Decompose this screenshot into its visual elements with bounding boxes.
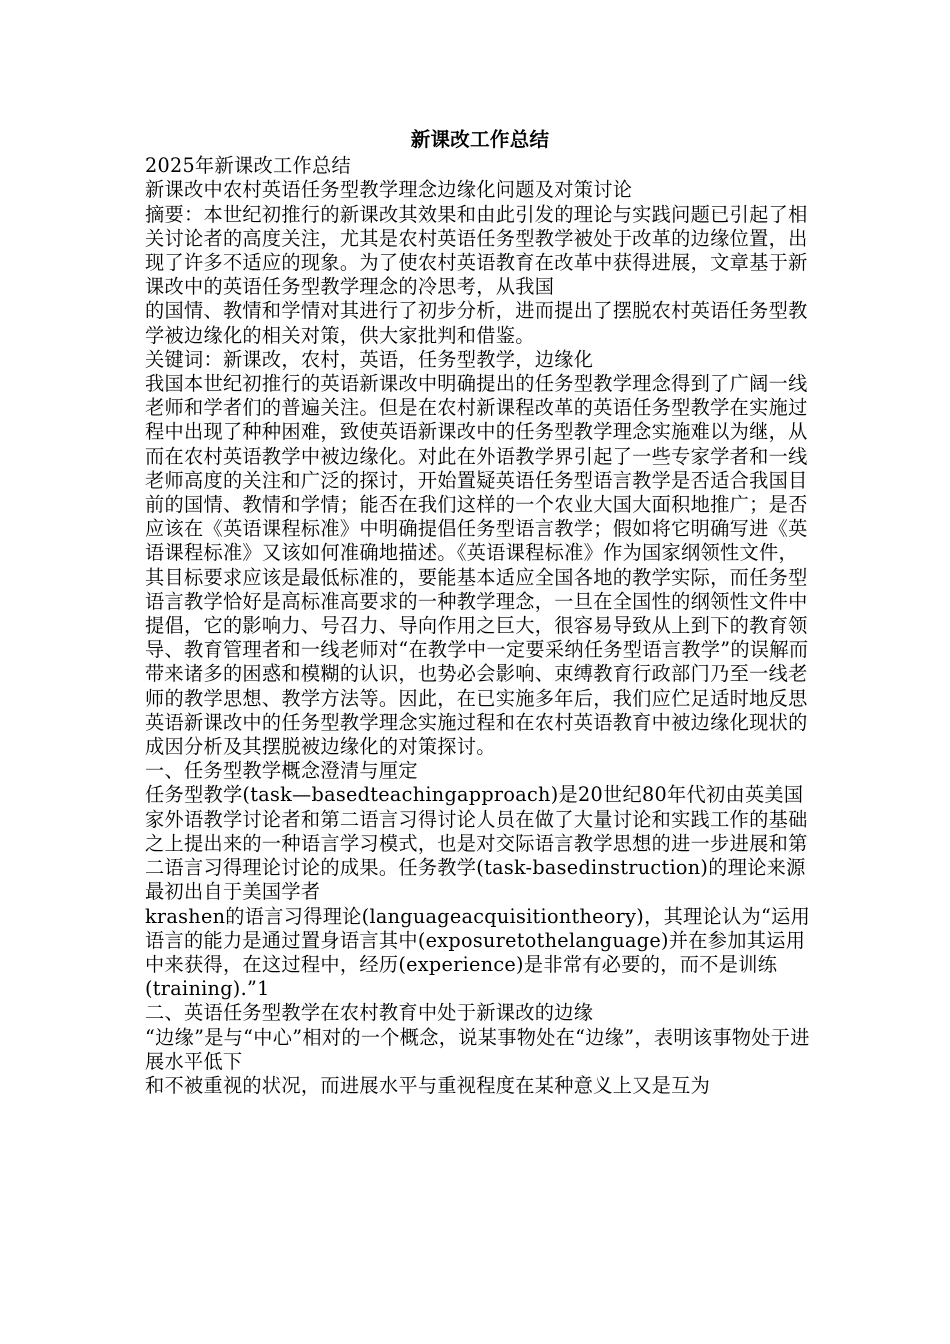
body-paragraph: “边缘”是与“中心”相对的一个概念，说某事物处在“边缘”，表明该事物处于进展水平低下 bbox=[145, 1025, 810, 1073]
subtitle-year: 2025年新课改工作总结 bbox=[145, 154, 351, 178]
abstract-paragraph: 摘要：本世纪初推行的新课改其效果和由此引发的理论与实践问题已引起了相关讨论者的高度关注，尤其是农村英语任务型教学被处于改革的边缘位置，出现了许多不适应的现象。为了使农村英语教育在改革中获得进展，文章基于新课改中的英语任务型教学理念的冷思考，从我国 bbox=[145, 202, 808, 299]
body-paragraph: krashen的语言习得理论(languageacquisitiontheory)，其理论认为“运用语言的能力是通过置身语言其中(exposuretothelanguage)并在参加其运用中来获得，在这过程中，经历(experience)是非常有必要的，而不是训练(training).”1 bbox=[145, 904, 811, 1001]
section-heading-1: 一、任务型教学概念澄清与厘定 bbox=[145, 759, 418, 783]
document-title: 新课改工作总结 bbox=[410, 128, 550, 151]
keywords-line: 关键词：新课改，农村，英语，任务型教学，边缘化 bbox=[145, 347, 594, 371]
section-heading-2: 二、英语任务型教学在农村教育中处于新课改的边缘 bbox=[145, 1001, 594, 1025]
body-paragraph: 任务型教学(task—basedteachingapproach)是20世纪80年代初由英美国家外语教学讨论者和第二语言习得讨论人员在做了大量讨论和实践工作的基础之上提出来的一种语言学习模式，也是对交际语言教学思想的进一步进展和第二语言习得理论讨论的成果。任务教学(task-basedinstruction)的理论来源最初出自于美国学者 bbox=[145, 783, 808, 904]
body-paragraph: 和不被重视的状况，而进展水平与重视程度在某种意义上又是互为 bbox=[145, 1073, 711, 1097]
abstract-continuation: 的国情、教情和学情对其进行了初步分析，进而提出了摆脱农村英语任务型教学被边缘化的相关对策，供大家批判和借鉴。 bbox=[145, 299, 808, 347]
document-page bbox=[145, 118, 815, 1098]
body-paragraph: 我国本世纪初推行的英语新课改中明确提出的任务型教学理念得到了广阔一线老师和学者们的普遍关注。但是在农村新课程改革的英语任务型教学在实施过程中出现了种种困难，致使英语新课改中的任务型教学理念实施难以为继，从而在农村英语教学中被边缘化。对此在外语教学界引起了一些专家学者和一线老师高度的关注和广泛的探讨，开始置疑英语任务型语言教学是否适合我国目前的国情、教情和学情；能否在我们这样的一个农业大国大面积地推广；是否应该在《英语课程标准》中明确提倡任务型语言教学；假如将它明确写进《英语课程标准》又该如何准确地描述。《英语课程标准》作为国家纲领性文件，其目标要求应该是最低标准的，要能基本适应全国各地的教学实际，而任务型语言教学恰好是高标准高要求的一种教学理念，一旦在全国性的纲领性文件中提倡，它的影响力、号召力、导向作用之巨大，很容易导致从上到下的教育领导、教育管理者和一线老师对“在教学中一定要采纳任务型语言教学”的误解而带来诸多的困惑和模糊的认识，也势必会影响、束缚教育行政部门乃至一线老师的教学思想、教学方法等。因此，在已实施多年后，我们应伫足适时地反思英语新课改中的任务型教学理念实施过程和在农村英语教育中被边缘化现状的成因分析及其摆脱被边缘化的对策探讨。 bbox=[145, 372, 809, 759]
article-title: 新课改中农村英语任务型教学理念边缘化问题及对策讨论 bbox=[145, 178, 633, 202]
